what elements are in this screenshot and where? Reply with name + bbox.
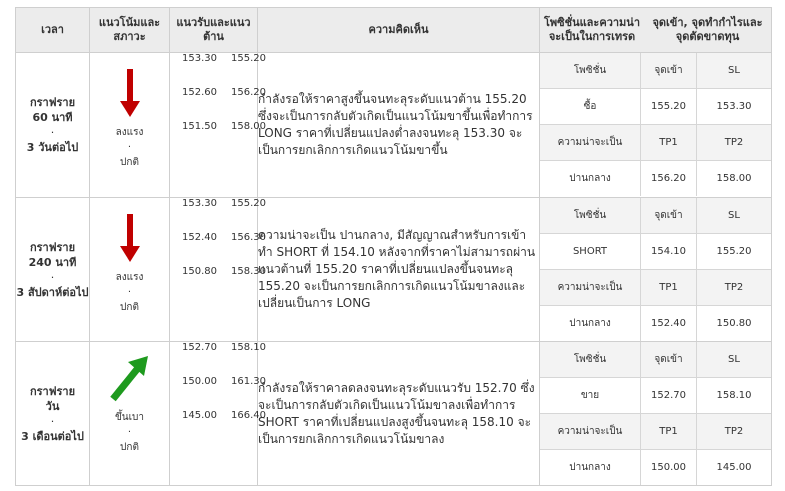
sl-value: 155.20: [697, 234, 772, 270]
position-label: โพซิชั่น: [540, 342, 641, 378]
support-value: 153.30: [182, 53, 217, 64]
comment-cell: กำลังรอให้ราคาสูงขึ้นจนทะลุระดับแนวต้าน 155.20 ซึ่งจะเป็นการกลับตัวเกิดเป็นแนวโน้มขาขึ้นเพื่อทำการ LONG ราคาที่เปลี่ยนแปลงต่ำลงจนทะลุ 153.30 จะเป็นการยกเลิกการเกิดแนวโน้มขาขึ้น: [258, 53, 540, 198]
comment-cell: กำลังรอให้ราคาลดลงจนทะลุระดับแนวรับ 152.70 ซึ่งจะเป็นการกลับตัวเกิดเป็นแนวโน้มขาลงเพื่อทำการ SHORT ราคาที่เปลี่ยนแปลงสูงขึ้นจนทะลุ 158.10 จะเป็นการยกเลิกการเกิดแนวโน้มขาลง: [258, 342, 540, 486]
tp2-label: TP2: [697, 414, 772, 450]
probability-label: ความน่าจะเป็น: [540, 414, 641, 450]
support-resistance-cell: [170, 198, 266, 342]
header-position: โพซิชั่นและความน่าจะเป็นในการเทรด: [543, 16, 640, 43]
tp2-value: 158.00: [716, 173, 752, 184]
table-row: [16, 342, 772, 486]
position-levels-cell: [540, 53, 772, 198]
entry-label: จุดเข้า: [641, 53, 697, 89]
timeframe-cell: [16, 198, 90, 342]
sl-value: 153.30: [697, 89, 772, 125]
entry-label: จุดเข้า: [641, 342, 697, 378]
tp2-value: 150.80: [716, 318, 752, 329]
trend-label: ลงแรง: [115, 272, 144, 283]
header-support-resistance: แนวรับและแนวต้าน: [170, 8, 258, 53]
resistance-value: 155.20: [231, 53, 266, 64]
position-levels-cell: [540, 198, 772, 342]
support-value: 150.80: [182, 266, 217, 277]
position-label: โพซิชั่น: [540, 198, 641, 234]
sr-pair: [170, 410, 266, 444]
support-value: 153.30: [182, 198, 217, 209]
header-levels: จุดเข้า, จุดทำกำไรและจุดตัดขาดทุน: [652, 16, 763, 43]
support-value: 152.60: [182, 87, 217, 98]
resistance-value: 155.20: [231, 198, 266, 209]
tp1-label: TP1: [641, 414, 697, 450]
tp1-label: TP1: [641, 125, 697, 161]
resistance-value: 166.40: [231, 410, 266, 421]
sr-pair: [170, 198, 266, 232]
header-trend: แนวโน้มและสภาวะ: [90, 8, 170, 53]
arrow-up-right-icon: [108, 354, 152, 404]
support-value: 150.00: [182, 376, 217, 387]
resistance-value: 158.30: [231, 266, 266, 277]
sr-pair: [170, 87, 266, 121]
timeframe-period: 240 นาที: [28, 255, 77, 269]
resistance-value: 158.00: [231, 121, 266, 132]
probability-value: ปานกลาง: [540, 161, 641, 197]
support-value: 152.40: [182, 232, 217, 243]
trend-label: ขึ้นเบา: [114, 412, 145, 423]
position-levels-cell: [540, 342, 772, 486]
separator-dot: ·: [127, 427, 132, 438]
separator-dot: ·: [50, 126, 55, 139]
probability-label: ความน่าจะเป็น: [540, 125, 641, 161]
separator-dot: ·: [127, 287, 132, 298]
position-value: ขาย: [540, 378, 641, 414]
timeframe-label: กราฟราย: [29, 384, 76, 398]
position-grid: [540, 53, 771, 196]
trend-label: ลงแรง: [115, 127, 144, 138]
analysis-table: [15, 7, 772, 486]
timeframe-label: กราฟราย: [29, 240, 76, 254]
sr-pair: [170, 266, 266, 300]
support-value: 152.70: [182, 342, 217, 353]
resistance-value: 158.10: [231, 342, 266, 353]
timeframe-horizon: 3 เดือนต่อไป: [21, 429, 84, 443]
header-time: เวลา: [16, 8, 90, 53]
trend-cell: [90, 53, 170, 198]
entry-value: 152.70: [641, 378, 697, 414]
timeframe-period: วัน: [45, 399, 60, 413]
tp2-label: TP2: [697, 270, 772, 306]
timeframe-label: กราฟราย: [29, 96, 76, 109]
sr-pair: [170, 232, 266, 266]
arrow-down-icon: [120, 69, 140, 119]
table-row: [16, 198, 772, 342]
separator-dot: ·: [50, 270, 55, 284]
resistance-value: 161.30: [231, 376, 266, 387]
tp1-value: 156.20: [641, 161, 697, 197]
tp1-value: 150.00: [641, 450, 697, 486]
position-label: โพซิชั่น: [540, 53, 641, 89]
tp1-label: TP1: [641, 270, 697, 306]
sr-pair: [170, 342, 266, 376]
entry-value: 155.20: [641, 89, 697, 125]
tp1-value: 152.40: [641, 306, 697, 342]
tp2-label: TP2: [697, 125, 772, 161]
trend-state: ปกติ: [120, 442, 139, 453]
comment-cell: ความน่าจะเป็น ปานกลาง, มีสัญญาณสำหรับการเข้าทำ SHORT ที่ 154.10 หลังจากที่ราคาไม่สามารถผ่านแนวต้านที่ 155.20 ราคาที่เปลี่ยนแปลงขึ้นจนทะลุ 155.20 จะเป็นการยกเลิกการเกิดแนวโน้มขาลงและเปลี่ยนเป็นการ LONG: [258, 198, 540, 342]
probability-label: ความน่าจะเป็น: [540, 270, 641, 306]
sl-label: SL: [697, 198, 772, 234]
timeframe-cell: [16, 342, 90, 486]
support-value: 151.50: [182, 121, 217, 132]
resistance-value: 156.20: [231, 87, 266, 98]
position-value: ซื้อ: [540, 89, 641, 125]
position-grid: [540, 198, 771, 341]
resistance-value: 156.30: [231, 232, 266, 243]
timeframe-period: 60 นาที: [32, 111, 73, 124]
entry-label: จุดเข้า: [641, 198, 697, 234]
separator-dot: ·: [127, 142, 132, 153]
trend-cell: [90, 342, 170, 486]
trend-state: ปกติ: [120, 302, 139, 313]
position-value: SHORT: [540, 234, 641, 270]
position-grid: [540, 342, 771, 485]
trend-state: ปกติ: [120, 157, 139, 168]
header-comment: ความคิดเห็น: [258, 8, 540, 53]
timeframe-horizon: 3 วันต่อไป: [26, 141, 79, 154]
tp2-value: 145.00: [716, 462, 752, 473]
sl-label: SL: [697, 53, 772, 89]
timeframe-cell: [16, 53, 90, 198]
support-resistance-cell: [170, 342, 266, 486]
support-value: 145.00: [182, 410, 217, 421]
table-row: [16, 53, 772, 198]
support-resistance-cell: [170, 53, 266, 198]
probability-value: ปานกลาง: [540, 450, 641, 486]
sr-pair: [170, 376, 266, 410]
sl-value: 158.10: [697, 378, 772, 414]
header-row: [16, 8, 772, 53]
header-position-levels: [540, 8, 772, 53]
trend-cell: [90, 198, 170, 342]
sl-label: SL: [697, 342, 772, 378]
arrow-down-icon: [120, 214, 140, 264]
separator-dot: ·: [50, 414, 55, 428]
sr-pair: [170, 121, 266, 155]
sr-pair: [170, 53, 266, 87]
probability-value: ปานกลาง: [540, 306, 641, 342]
entry-value: 154.10: [641, 234, 697, 270]
timeframe-horizon: 3 สัปดาห์ต่อไป: [16, 285, 89, 299]
